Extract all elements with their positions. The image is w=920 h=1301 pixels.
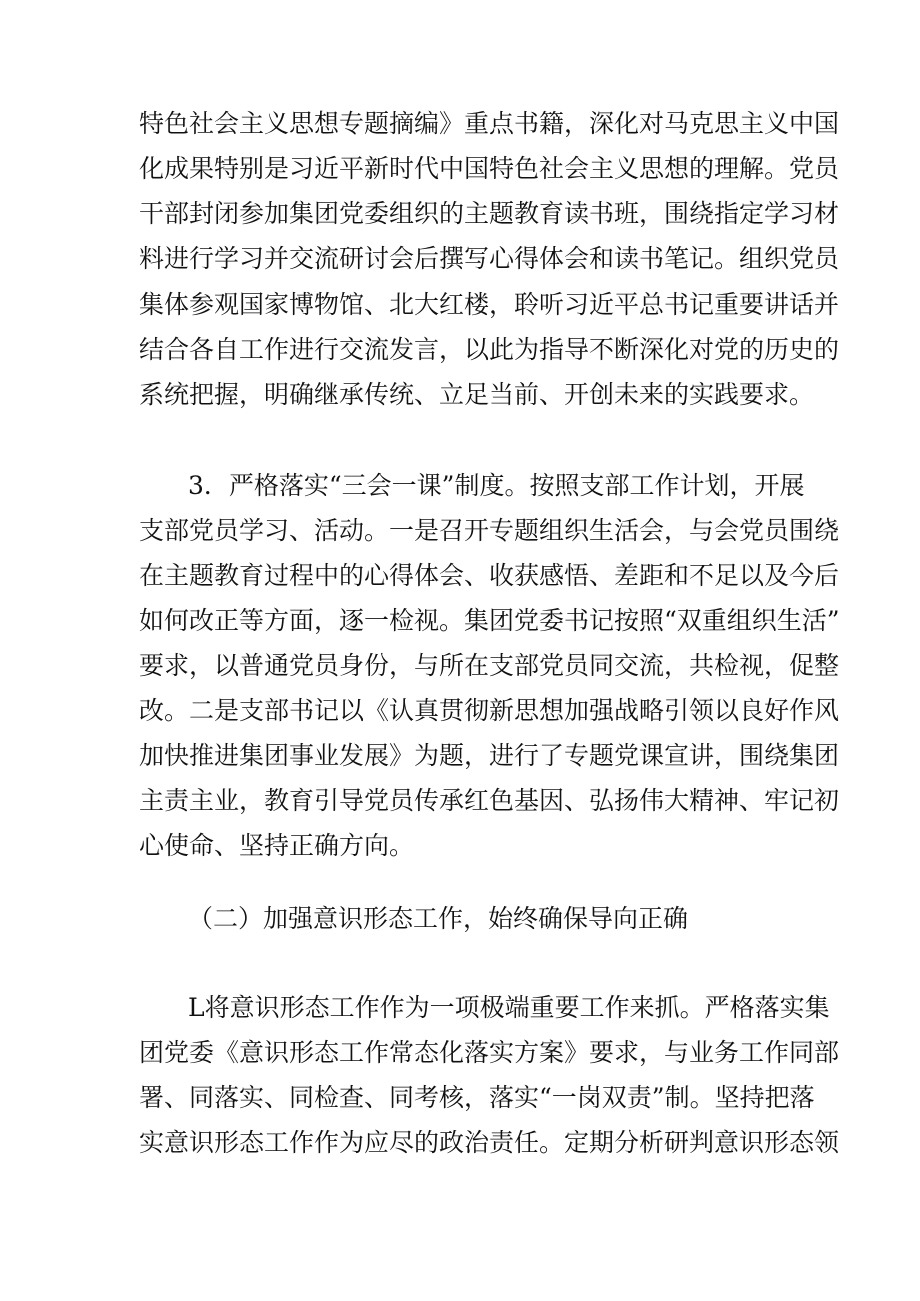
paragraph-3-line-4 bbox=[0, 1123, 920, 1163]
text-span: 料进行学习并交流研讨会后撰写心得体会和读书笔记。组织党员 bbox=[139, 244, 840, 273]
text-span: 化成果特别是习近平新时代中国特色社会主义思想的理解。党员 bbox=[139, 154, 840, 183]
text-span: 特色社会主义思想专题摘编》重点书籍，深化对马克思主义中国 bbox=[139, 109, 840, 138]
paragraph-1-line-1 bbox=[0, 104, 920, 144]
text-span: 团党委《意识形态工作常态化落实方案》要求，与业务工作同部 bbox=[139, 1038, 840, 1067]
paragraph-1-line-2 bbox=[0, 149, 920, 189]
paragraph-2-line-2 bbox=[0, 511, 920, 551]
text-span: 要求，以普通党员身份，与所在支部党员同交流，共检视，促整 bbox=[139, 651, 840, 680]
paragraph-2-line-3 bbox=[0, 556, 920, 596]
paragraph-1-line-7 bbox=[0, 375, 920, 415]
paragraph-3-line-3 bbox=[0, 1078, 920, 1118]
text-span: 3．严格落实“三会一课”制度。按照支部工作计划，开展 bbox=[188, 471, 805, 500]
paragraph-2-line-9 bbox=[0, 826, 920, 866]
paragraph-1-line-6 bbox=[0, 330, 920, 370]
text-span: 主责主业，教育引导党员传承红色基因、弘扬伟大精神、牢记初 bbox=[139, 786, 840, 815]
text-span: L将意识形态工作作为一项极端重要工作来抓。严格落实集 bbox=[188, 993, 830, 1022]
text-span: 如何改正等方面，逐一检视。集团党委书记按照“双重组织生活” bbox=[139, 606, 840, 635]
text-span: 干部封闭参加集团党委组织的主题教育读书班，围绕指定学习材 bbox=[139, 199, 840, 228]
text-span: 在主题教育过程中的心得体会、收获感悟、差距和不足以及今后 bbox=[139, 561, 840, 590]
section-heading bbox=[0, 899, 920, 939]
paragraph-1-line-3 bbox=[0, 194, 920, 234]
text-span: 实意识形态工作作为应尽的政治责任。定期分析研判意识形态领 bbox=[139, 1128, 840, 1157]
paragraph-2-line-4 bbox=[0, 601, 920, 641]
paragraph-2-line-1 bbox=[0, 466, 920, 506]
paragraph-2-line-7 bbox=[0, 736, 920, 776]
text-span: 心使命、坚持正确方向。 bbox=[139, 831, 415, 860]
paragraph-3-line-1 bbox=[0, 988, 920, 1028]
heading-text: （二）加强意识形态工作，始终确保导向正确 bbox=[188, 904, 689, 933]
paragraph-2-line-6 bbox=[0, 691, 920, 731]
text-span: 加快推进集团事业发展》为题，进行了专题党课宣讲，围绕集团 bbox=[139, 741, 840, 770]
paragraph-1-line-4 bbox=[0, 239, 920, 279]
text-span: 支部党员学习、活动。一是召开专题组织生活会，与会党员围绕 bbox=[139, 516, 840, 545]
paragraph-1-line-5 bbox=[0, 285, 920, 325]
text-span: 系统把握，明确继承传统、立足当前、开创未来的实践要求。 bbox=[139, 380, 815, 409]
paragraph-2-line-5 bbox=[0, 646, 920, 686]
paragraph-3-line-2 bbox=[0, 1033, 920, 1073]
text-span: 改。二是支部书记以《认真贯彻新思想加强战略引领以良好作风 bbox=[139, 696, 840, 725]
text-span: 集体参观国家博物馆、北大红楼，聆听习近平总书记重要讲话并 bbox=[139, 290, 840, 319]
paragraph-2-line-8 bbox=[0, 781, 920, 821]
text-span: 署、同落实、同检查、同考核，落实“一岗双责”制。坚持把落 bbox=[139, 1083, 815, 1112]
text-span: 结合各自工作进行交流发言，以此为指导不断深化对党的历史的 bbox=[139, 335, 840, 364]
